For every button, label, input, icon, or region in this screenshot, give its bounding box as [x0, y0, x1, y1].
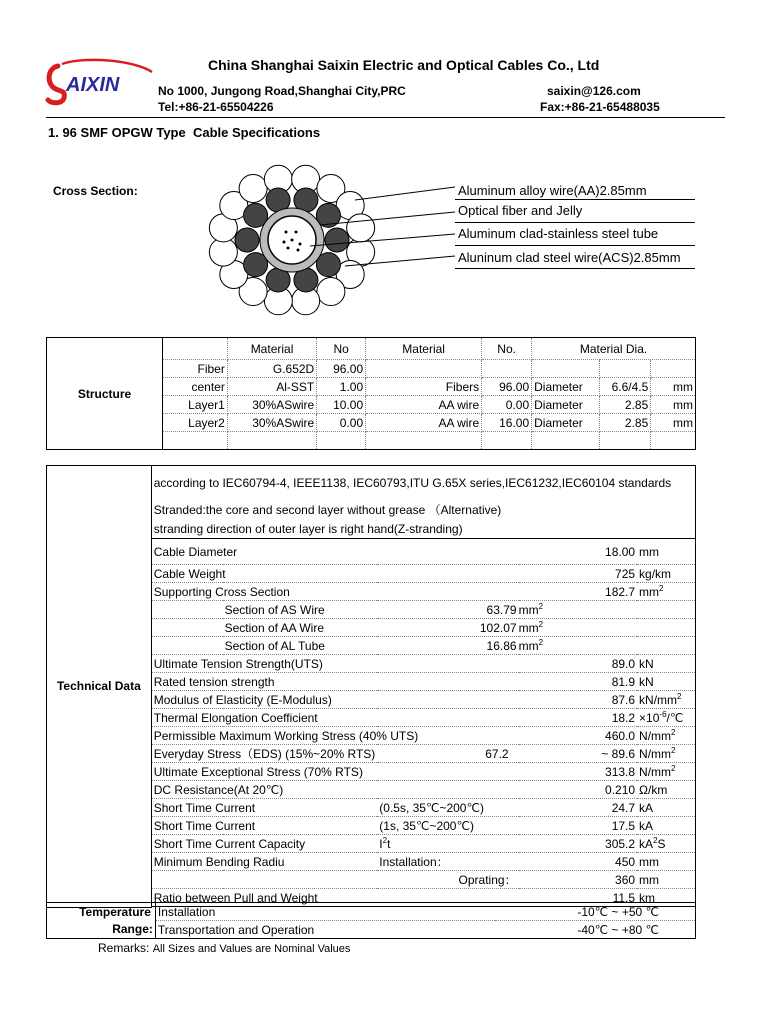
installation-range: -10℃ ~ +50 ℃ — [495, 903, 696, 921]
aa-wire — [347, 214, 375, 242]
range-label: Range: — [47, 921, 156, 939]
ues-value: 313.8 — [519, 763, 637, 781]
svg-text:AIXIN: AIXIN — [66, 74, 120, 96]
eds-value-low: 67.2 — [377, 745, 518, 763]
callout-acs-wire: Aluninum clad steel wire(ACS)2.85mm — [458, 250, 681, 265]
section-al-label: Section of AL Tube — [223, 637, 378, 655]
row-dia-label: Diameter — [532, 396, 600, 414]
stc1-label: Short Time Current — [151, 799, 377, 817]
stcc-label: Short Time Current Capacity — [151, 835, 377, 853]
cable-weight-unit: kg/km — [637, 565, 695, 583]
ratio-value: 11.5 — [519, 889, 637, 907]
cross-section-label: Cross Section: — [53, 184, 138, 198]
structure-label: Structure — [47, 338, 163, 450]
installation-label: Installation — [155, 903, 494, 921]
mbr-operating-value: 360 — [519, 871, 637, 889]
modulus-label: Modulus of Elasticity (E-Modulus) — [151, 691, 518, 709]
cable-diameter-unit: mm — [637, 539, 695, 565]
technical-data-table: Technical Data according to IEC60794-4, IEEE1138, IEC60793,ITU G.65X series,IEC61232,IEC60104 standards Stranded:the core and second layer without grease （Alternative) stranding direction of outer layer is right hand(Z-stranding) Cable Diameter 18.00 mm Cable Weight 725 kg/km Supporting Cross Section 182.7 $mm^2$ Section of AS Wire 63.79 $mm^2$ Section of AA Wire 102.07 $mm^2$ Section of AL Tube 16.86 $mm^2$ Ultimate Tension Strength(UTS) 89.0 kN Rated tension strength 81.9 kN Modulus of Elasticity (E-Modulus) 87.6 $kN/mm^2$ Thermal Elongation Coefficient 18.2 $\times 10^{-6}/℃$ Permissible Maximum Working Stress (40% UTS) 460.0 $N/mm^2$ Everyday Stress（EDS) (15%~20% RTS) 67.2 ~ 89.6 $N/mm^2$ Ultimate Exceptional Stress (70% RTS) 313.8 $N/mm^2$ DC Resistance(At 20℃) 0.210 Ω/km Short Time Current (0.5s, 35℃~200℃) 24.7 kA Short Time Current (1s, 35℃~200℃) 17.5 kA Short Time Current Capacity $I^2t$ 305.2 $kA^2S$ Minimum Bending Radiu Installation： 450 mm Oprating： 360 mm Ratio between Pull and Weight 11.5 km — [46, 465, 696, 908]
row-material-2: AA wire — [366, 396, 482, 414]
modulus-value: 87.6 — [519, 691, 637, 709]
mbr-installation-value: 450 — [519, 853, 637, 871]
mbr-operating-label: Oprating： — [377, 871, 518, 889]
structure-table — [46, 337, 696, 450]
header-material-dia: Material Dia. — [532, 338, 696, 360]
row-no-2: 96.00 — [482, 378, 532, 396]
remarks-text: All Sizes and Values are Nominal Values — [152, 943, 351, 955]
header-divider — [46, 117, 725, 118]
row-material: G.652D — [227, 360, 316, 378]
row-material: Al-SST — [227, 378, 316, 396]
row-unit: mm — [651, 414, 696, 432]
section-as-value: 63.79 — [377, 601, 518, 619]
section-aa-value: 102.07 — [377, 619, 518, 637]
callout-divider — [455, 245, 695, 246]
acs-wire — [235, 228, 259, 252]
mbr-installation-label: Installation： — [377, 853, 518, 871]
temperature-label: Temperature — [47, 903, 156, 921]
cable-cross-section-diagram — [196, 158, 456, 318]
stc1-condition: (0.5s, 35℃~200℃) — [377, 799, 518, 817]
callout-divider — [455, 222, 695, 223]
acs-wire — [325, 228, 349, 252]
row-dia-label: Diameter — [532, 378, 600, 396]
company-fax: Fax:+86-21-65488035 — [540, 100, 660, 114]
rts-value: 81.9 — [519, 673, 637, 691]
thermal-label: Thermal Elongation Coefficient — [151, 709, 518, 727]
row-material: 30%ASwire — [227, 414, 316, 432]
cable-diameter-label: Cable Diameter — [151, 539, 518, 565]
row-no: 0.00 — [317, 414, 366, 432]
row-no-2: 16.00 — [482, 414, 532, 432]
uts-unit: kN — [637, 655, 695, 673]
stc2-condition: (1s, 35℃~200℃) — [377, 817, 518, 835]
rts-unit: kN — [637, 673, 695, 691]
transport-label: Transportation and Operation — [155, 921, 494, 939]
row-name: Fiber — [162, 360, 227, 378]
uts-label: Ultimate Tension Strength(UTS) — [151, 655, 518, 673]
temperature-table — [46, 902, 696, 939]
eds-label: Everyday Stress（EDS) (15%~20% RTS) — [151, 745, 377, 763]
callout-aa-wire: Aluminum alloy wire(AA)2.85mm — [458, 183, 647, 198]
dc-label: DC Resistance(At 20℃) — [151, 781, 518, 799]
row-unit: mm — [651, 396, 696, 414]
row-material: 30%ASwire — [227, 396, 316, 414]
row-no: 96.00 — [317, 360, 366, 378]
unit: mm — [639, 585, 660, 599]
header-material: Material — [227, 338, 316, 360]
row-material-2: Fibers — [366, 378, 482, 396]
cable-weight-value: 725 — [519, 565, 637, 583]
supporting-cross-section-label: Supporting Cross Section — [151, 583, 518, 601]
header-no: No — [317, 338, 366, 360]
document-title: 1. 96 SMF OPGW Type Cable Specifications — [48, 125, 321, 140]
technical-data-label: Technical Data — [47, 466, 152, 908]
row-dia-label: Diameter — [532, 414, 600, 432]
thermal-value: 18.2 — [519, 709, 637, 727]
section-as-label: Section of AS Wire — [223, 601, 378, 619]
cable-weight-label: Cable Weight — [151, 565, 518, 583]
aa-wire — [239, 174, 267, 202]
dc-value: 0.210 — [519, 781, 637, 799]
stc1-unit: kA — [637, 799, 695, 817]
pmws-value: 460.0 — [519, 727, 637, 745]
row-name: Layer1 — [162, 396, 227, 414]
callout-divider — [455, 268, 695, 269]
transport-range: -40℃ ~ +80 ℃ — [495, 921, 696, 939]
callout-steel-tube: Aluminum clad-stainless steel tube — [458, 226, 659, 241]
section-al-value: 16.86 — [377, 637, 518, 655]
row-material-2: AA wire — [366, 414, 482, 432]
stc2-unit: kA — [637, 817, 695, 835]
row-unit: mm — [651, 378, 696, 396]
stc2-label: Short Time Current — [151, 817, 377, 835]
company-tel: Tel:+86-21-65504226 — [158, 100, 274, 114]
row-dia: 2.85 — [600, 396, 651, 414]
row-dia: 6.6/4.5 — [600, 378, 651, 396]
row-no: 1.00 — [317, 378, 366, 396]
ratio-label: Ratio between Pull and Weight — [151, 889, 518, 907]
callout-optical-fiber: Optical fiber and Jelly — [458, 203, 583, 218]
company-address: No 1000, Jungong Road,Shanghai City,PRC — [158, 84, 406, 98]
company-name: China Shanghai Saixin Electric and Optical Cables Co., Ltd — [208, 57, 600, 73]
stcc-value: 305.2 — [519, 835, 637, 853]
aa-wire — [317, 278, 345, 306]
ratio-unit: km — [637, 889, 695, 907]
ues-label: Ultimate Exceptional Stress (70% RTS) — [151, 763, 518, 781]
row-name: Layer2 — [162, 414, 227, 432]
stranded-text: Stranded:the core and second layer without grease （Alternative) — [151, 500, 695, 519]
callout-divider — [455, 199, 695, 200]
standards-text: according to IEC60794-4, IEEE1138, IEC60793,ITU G.65X series,IEC61232,IEC60104 standards — [151, 466, 695, 501]
rts-label: Rated tension strength — [151, 673, 518, 691]
supporting-cross-section-value: 182.7 — [519, 583, 637, 601]
eds-value-high: ~ 89.6 — [519, 745, 637, 763]
stc2-value: 17.5 — [519, 817, 637, 835]
header-no-2: No. — [482, 338, 532, 360]
header-material-2: Material — [366, 338, 482, 360]
dc-unit: Ω/km — [637, 781, 695, 799]
cable-diameter-value: 18.00 — [519, 539, 637, 565]
remarks-label: Remarks: — [98, 941, 150, 955]
saixin-logo — [44, 58, 156, 108]
row-no: 10.00 — [317, 396, 366, 414]
mbr-label: Minimum Bending Radiu — [151, 853, 377, 871]
section-aa-label: Section of AA Wire — [223, 619, 378, 637]
pmws-label: Permissible Maximum Working Stress (40% UTS) — [151, 727, 518, 745]
remarks — [98, 941, 350, 955]
stc1-value: 24.7 — [519, 799, 637, 817]
company-email: saixin@126.com — [547, 84, 641, 98]
row-name: center — [162, 378, 227, 396]
stranding-direction-text: stranding direction of outer layer is right hand(Z-stranding) — [151, 519, 695, 539]
uts-value: 89.0 — [519, 655, 637, 673]
row-dia: 2.85 — [600, 414, 651, 432]
row-no-2: 0.00 — [482, 396, 532, 414]
